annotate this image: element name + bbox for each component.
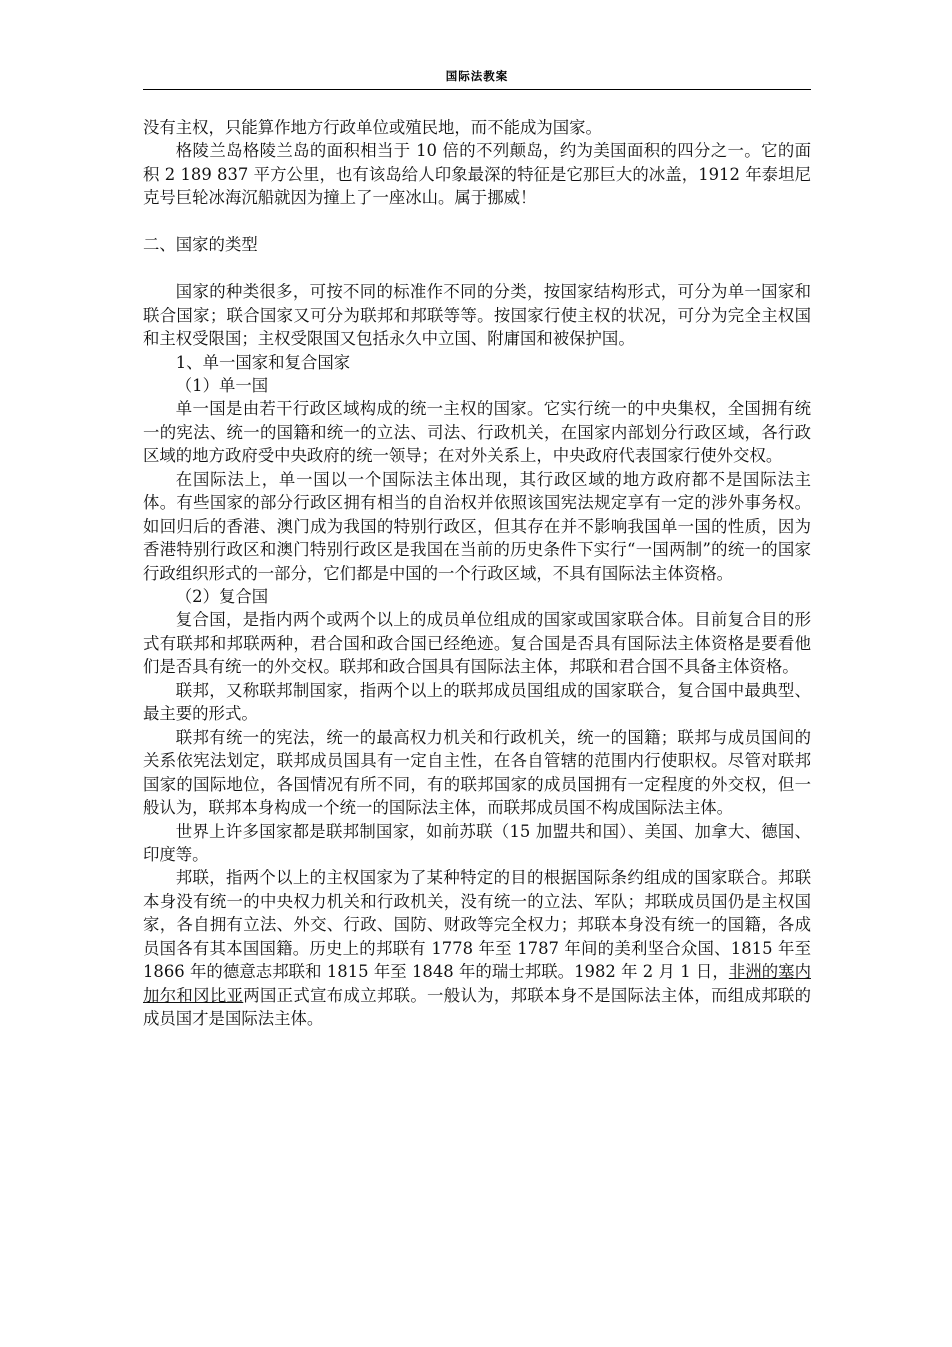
- document-body: [143, 116, 811, 1031]
- subsection-heading: （2）复合国: [175, 587, 269, 607]
- paragraph-text: 两国正式宣布成立邦联。一般认为，邦联本身不是国际法主体，而组成邦联的成员国才是国际法主体。: [143, 985, 812, 1029]
- paragraph-text: 邦联，指两个以上的主权国家为了某种特定的目的根据国际条约组成的国家联合。邦联本身没有统一的中央权力机关和行政机关，没有统一的立法、军队；邦联成员国仍是主权国家，各自拥有立法、外交、行政、国防、财政等完全权力；邦联本身没有统一的国籍，各成员国各有其本国国籍。历史上的邦联有 1778 年至 1787 年间的美利坚合众国、1815 年至 1866 年的德意志邦联和 1815 年至 1848 年的瑞士邦联。1982 年 2 月 1 日，: [143, 868, 811, 982]
- paragraph: 世界上许多国家都是联邦制国家，如前苏联（15 加盟共和国）、美国、加拿大、德国、印度等。: [143, 821, 811, 865]
- header-divider: [143, 89, 811, 90]
- paragraph: 复合国，是指内两个或两个以上的成员单位组成的国家或国家联合体。目前复合目的形式有联邦和邦联两种，君合国和政合国已经绝迹。复合国是否具有国际法主体资格是要看他们是否具有统一的外交权。联邦和政合国具有国际法主体，邦联和君合国不具备主体资格。: [143, 610, 811, 677]
- paragraph: 在国际法上，单一国以一个国际法主体出现，其行政区域的地方政府都不是国际法主体。有些国家的部分行政区拥有相当的自治权并依照该国宪法规定享有一定的涉外事务权。如回归后的香港、澳门成为我国的特别行政区，但其存在并不影响我国单一国的性质，因为香港特别行政区和澳门特别行政区是我国在当前的历史条件下实行“一国两制”的统一的国家行政组织形式的一部分，它们都是中国的一个行政区域，不具有国际法主体资格。: [143, 469, 811, 583]
- paragraph: 单一国是由若干行政区域构成的统一主权的国家。它实行统一的中央集权，全国拥有统一的宪法、统一的国籍和统一的立法、司法、行政机关，在国家内部划分行政区域，各行政区域的地方政府受中央政府的统一领导；在对外关系上，中央政府代表国家行使外交权。: [143, 399, 811, 466]
- subsection-heading: 1、单一国家和复合国家: [175, 352, 351, 372]
- paragraph: 国家的种类很多，可按不同的标准作不同的分类，按国家结构形式，可分为单一国家和联合国家；联合国家又可分为联邦和邦联等等。按国家行使主权的状况，可分为完全主权国和主权受限国；主权受限国又包括永久中立国、附庸国和被保护国。: [143, 282, 811, 349]
- subsection-heading: （1）单一国: [175, 375, 269, 395]
- spacer: [143, 210, 811, 233]
- underlined-text-link[interactable]: 非洲的塞内加尔和冈比亚: [143, 962, 811, 1005]
- paragraph: [143, 866, 811, 1030]
- paragraph: 没有主权，只能算作地方行政单位或殖民地，而不能成为国家。: [143, 118, 602, 137]
- spacer: [143, 257, 811, 280]
- paragraph: 联邦，又称联邦制国家，指两个以上的联邦成员国组成的国家联合，复合国中最典型、最主要的形式。: [143, 680, 811, 724]
- page-header-title: 国际法教案: [445, 69, 509, 83]
- paragraph: 格陵兰岛格陵兰岛的面积相当于 10 倍的不列颠岛，约为美国面积的四分之一。它的面积 2 189 837 平方公里，也有该岛给人印象最深的特征是它那巨大的冰盖，1912 年泰坦尼克号巨轮冰海沉船就因为撞上了一座冰山。属于挪威！: [143, 141, 811, 208]
- paragraph: 联邦有统一的宪法，统一的最高权力机关和行政机关，统一的国籍；联邦与成员国间的关系依宪法划定，联邦成员国具有一定自主性，在各自管辖的范围内行使职权。尽管对联邦国家的国际地位，各国情况有所不同，有的联邦国家的成员国拥有一定程度的外交权，但一般认为，联邦本身构成一个统一的国际法主体，而联邦成员国不构成国际法主体。: [143, 727, 811, 818]
- section-heading: 二、国家的类型: [143, 235, 258, 255]
